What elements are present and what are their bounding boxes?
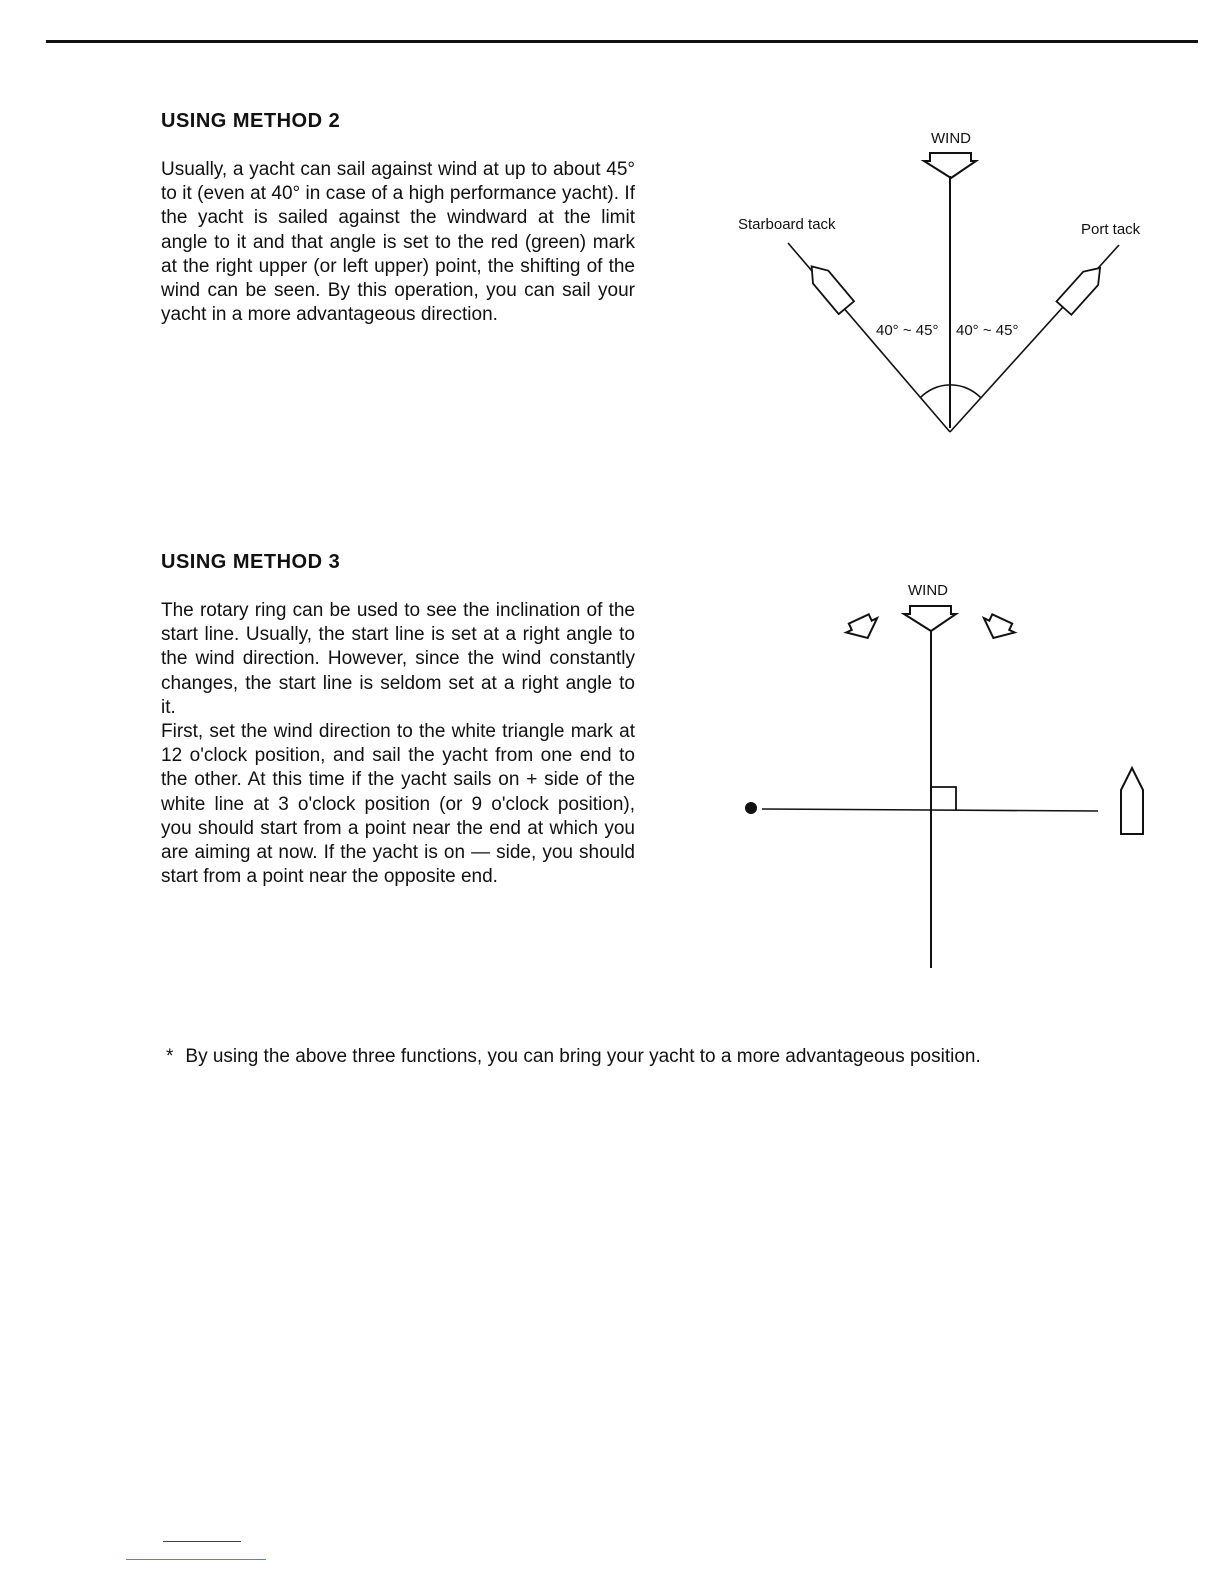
footnote-marker: * xyxy=(166,1046,174,1067)
wind-shift-left-arrow-icon xyxy=(843,612,883,645)
right-angle-label: 40° ~ 45° xyxy=(956,322,1019,339)
diagram-2-wind-label: WIND xyxy=(931,130,971,147)
start-line xyxy=(762,809,1098,811)
footnote-text: By using the above three functions, you can bring your yacht to a more advantageous position. xyxy=(185,1046,981,1067)
port-tack-label: Port tack xyxy=(1081,221,1141,238)
starboard-yacht-icon xyxy=(804,260,854,314)
wind-arrow-icon xyxy=(924,153,976,178)
method-3-paragraph-1: The rotary ring can be used to see the inclination of the start line. Usually, the start line is set at a right angle to the wind direction. However, since the wind constantly changes, the start line is seldom set at a right angle to it. xyxy=(161,600,635,718)
wind-arrow-icon xyxy=(904,606,956,631)
left-angle-label: 40° ~ 45° xyxy=(876,322,939,339)
bottom-rule-accent xyxy=(126,1559,266,1560)
committee-boat-icon xyxy=(1121,768,1143,834)
start-buoy-icon xyxy=(745,802,757,814)
right-angle-marker xyxy=(931,787,956,810)
footnote xyxy=(166,1046,981,1068)
method-2-paragraph: Usually, a yacht can sail against wind at up to about 45° to it (even at 40° in case of a high performance yacht). If the yacht is sailed against the windward at the limit angle to it and that angle is set to the red (green) mark at the right upper (or left upper) point, the shifting of the wind can be seen. By this operation, you can sail your yacht in a more advantageous direction. xyxy=(161,159,635,326)
section-heading-method-2: USING METHOD 2 xyxy=(161,110,341,132)
port-yacht-icon xyxy=(1057,261,1108,315)
diagram-3-wind-label: WIND xyxy=(908,582,948,599)
method-3-paragraph-2: First, set the wind direction to the white triangle mark at 12 o'clock position, and sail the yacht from one end to the other. At this time if the yacht sails on + side of the white line at 3 o'clock position (or 9 o'clock position), you should start from a point near the end at which you are aiming at now. If the yacht is on — side, you should start from a point near the opposite end. xyxy=(161,721,635,888)
section-heading-method-3: USING METHOD 3 xyxy=(161,551,341,573)
bottom-rule xyxy=(163,1541,241,1542)
wind-shift-right-arrow-icon xyxy=(978,612,1018,645)
starboard-tack-label: Starboard tack xyxy=(738,216,836,233)
